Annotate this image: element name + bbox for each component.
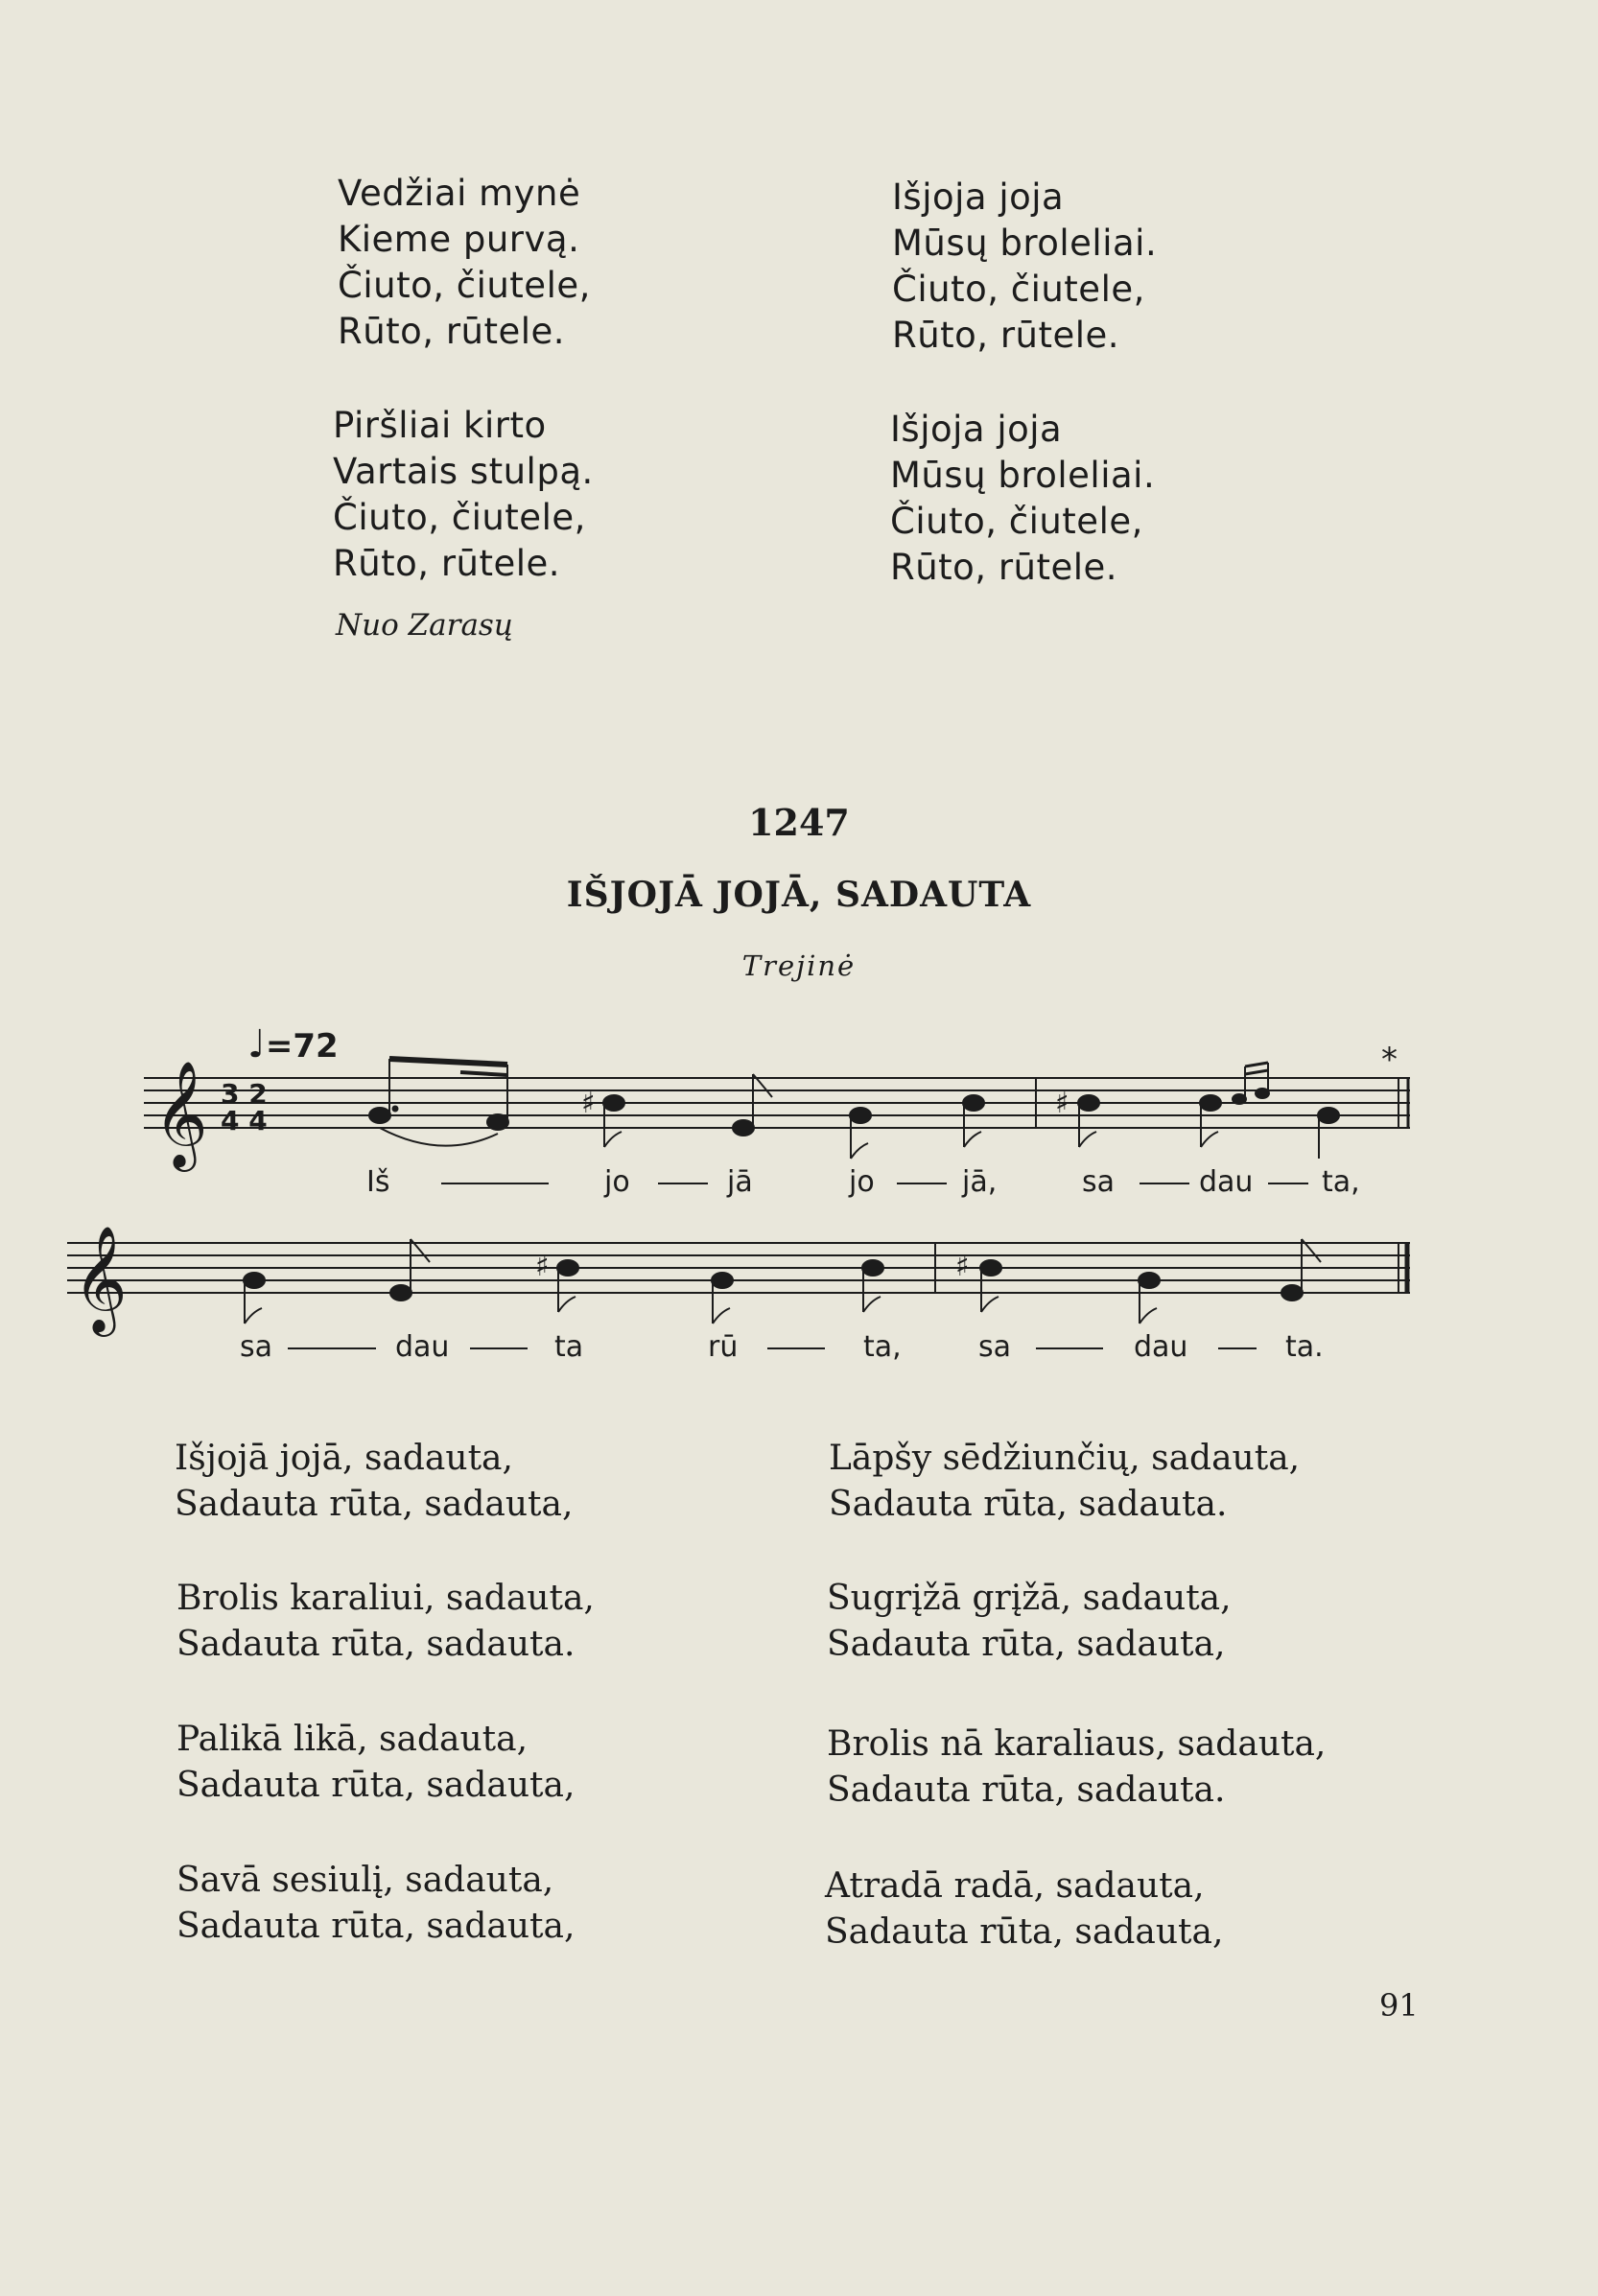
note-head xyxy=(1200,1095,1221,1111)
lyric-line: Brolis karaliui, sadauta, xyxy=(176,1579,595,1618)
note-head xyxy=(963,1095,984,1111)
lyric-line: Sugrįžā grįžā, sadauta, xyxy=(827,1579,1232,1618)
song-number: 1247 xyxy=(748,801,850,844)
note-head xyxy=(1139,1273,1160,1288)
verse-line: Mūsų broleliai. xyxy=(892,223,1158,264)
footnote-asterisk: * xyxy=(1381,1041,1398,1079)
note-head xyxy=(244,1273,265,1288)
note-head xyxy=(1281,1285,1303,1300)
melisma-dash xyxy=(470,1347,528,1349)
verse-line: Išjoja joja xyxy=(892,176,1065,218)
note-head xyxy=(557,1260,578,1276)
lyric-line: Sadauta rūta, sadauta, xyxy=(176,1766,576,1805)
sharp-icon: ♯ xyxy=(581,1087,596,1120)
lyric-line: Sadauta rūta, sadauta. xyxy=(829,1485,1228,1524)
verse-line: Mūsų broleliai. xyxy=(890,455,1156,496)
sharp-icon: ♯ xyxy=(955,1250,970,1283)
lyric-line: Sadauta rūta, sadauta, xyxy=(176,1907,576,1946)
verse-line: Rūto, rūtele. xyxy=(892,315,1120,356)
syllable: dau xyxy=(1199,1165,1254,1199)
lyric-line: Brolis nā karaliaus, sadauta, xyxy=(827,1724,1327,1764)
lyrics-right-stanza-1 xyxy=(829,1436,1366,1528)
lyrics-right-stanza-2 xyxy=(827,1576,1364,1668)
quarter-note-icon: ♩ xyxy=(247,1022,266,1066)
melisma-dash xyxy=(1268,1183,1308,1184)
time-signature-top: 3 2 xyxy=(221,1078,268,1110)
verse-line: Rūto, rūtele. xyxy=(338,311,566,352)
song-title: IŠJOJĀ JOJĀ, SADAUTA xyxy=(566,875,1032,915)
melisma-dash xyxy=(658,1183,708,1184)
sharp-icon: ♯ xyxy=(1055,1087,1069,1120)
verse-line: Vartais stulpą. xyxy=(333,451,594,492)
lyric-line: Savā sesiulį, sadauta, xyxy=(176,1861,554,1900)
lyrics-right-stanza-3 xyxy=(827,1722,1364,1814)
syllable: ta, xyxy=(863,1330,902,1364)
verse-line: Rūto, rūtele. xyxy=(890,547,1118,588)
grace-note-head xyxy=(1233,1094,1246,1104)
note-head xyxy=(733,1120,754,1136)
syllable: Iš xyxy=(366,1165,390,1199)
syllable: rū xyxy=(708,1330,739,1364)
note-head xyxy=(603,1095,624,1111)
lyrics-left-stanza-1 xyxy=(175,1436,712,1528)
syllable: dau xyxy=(395,1330,450,1364)
syllable: ta xyxy=(554,1330,584,1364)
syllable: jā, xyxy=(962,1165,998,1199)
lyric-line: Sadauta rūta, sadauta, xyxy=(825,1912,1224,1952)
note-head xyxy=(980,1260,1001,1276)
syllable: ta, xyxy=(1322,1165,1360,1199)
melisma-dash xyxy=(288,1347,376,1349)
syllable: sa xyxy=(978,1330,1012,1364)
grace-note-head xyxy=(1256,1089,1269,1098)
verse-line: Vedžiai mynė xyxy=(338,173,581,214)
melisma-dash xyxy=(1218,1347,1257,1349)
verse-line: Čiuto, čiutele, xyxy=(890,501,1143,542)
lyrics-left-stanza-4 xyxy=(176,1858,714,1950)
treble-clef-icon: 𝄞 xyxy=(153,1060,208,1167)
melisma-dash xyxy=(441,1183,549,1184)
syllable: dau xyxy=(1134,1330,1188,1364)
melisma-dash xyxy=(897,1183,947,1184)
note-head xyxy=(1318,1108,1339,1123)
lyric-line: Sadauta rūta, sadauta. xyxy=(827,1770,1226,1810)
note-head xyxy=(862,1260,883,1276)
song-subtitle: Trejinė xyxy=(741,949,857,982)
lyrics-left-stanza-3 xyxy=(176,1717,714,1809)
melisma-dash xyxy=(767,1347,825,1349)
lyrics-left-stanza-2 xyxy=(176,1576,714,1668)
note-head xyxy=(850,1108,871,1123)
lyric-line: Išjojā jojā, sadauta, xyxy=(175,1439,513,1478)
syllable: jo xyxy=(604,1165,630,1199)
lyrics-right-stanza-4 xyxy=(825,1863,1362,1956)
verse-line: Piršliai kirto xyxy=(333,405,547,446)
lyric-line: Sadauta rūta, sadauta, xyxy=(827,1625,1226,1664)
page-number: 91 xyxy=(1379,1987,1419,2024)
staff-2 xyxy=(67,1243,1410,1293)
melisma-dash xyxy=(1140,1183,1189,1184)
source-location: Nuo Zarasų xyxy=(336,608,513,643)
verse-line: Kieme purvą. xyxy=(338,219,580,260)
note-dot xyxy=(393,1107,398,1112)
lyric-line: Sadauta rūta, sadauta. xyxy=(176,1625,576,1664)
syllable: jā xyxy=(727,1165,753,1199)
syllable: jo xyxy=(849,1165,875,1199)
syllable: ta. xyxy=(1285,1330,1324,1364)
syllable: sa xyxy=(1082,1165,1116,1199)
lyric-line: Sadauta rūta, sadauta, xyxy=(175,1485,574,1524)
note-head xyxy=(1078,1095,1099,1111)
verse-line: Čiuto, čiutele, xyxy=(892,269,1145,310)
note-head xyxy=(712,1273,733,1288)
verse-line: Rūto, rūtele. xyxy=(333,543,561,584)
time-signature-bottom: 4 4 xyxy=(221,1105,268,1136)
verse-line: Išjoja joja xyxy=(890,409,1063,450)
sharp-icon: ♯ xyxy=(535,1250,550,1283)
lyric-line: Lāpšy sēdžiunčių, sadauta, xyxy=(829,1439,1301,1478)
syllable: sa xyxy=(240,1330,273,1364)
verse-line: Čiuto, čiutele, xyxy=(338,265,591,306)
melisma-dash xyxy=(1036,1347,1103,1349)
tempo-value: =72 xyxy=(265,1027,339,1066)
verse-line: Čiuto, čiutele, xyxy=(333,497,586,538)
note-head xyxy=(369,1108,390,1123)
lyric-line: Palikā likā, sadauta, xyxy=(176,1720,529,1759)
note-head xyxy=(487,1114,508,1130)
treble-clef-icon: 𝄞 xyxy=(73,1225,128,1332)
note-head xyxy=(390,1285,411,1300)
lyric-line: Atradā radā, sadauta, xyxy=(825,1866,1205,1906)
